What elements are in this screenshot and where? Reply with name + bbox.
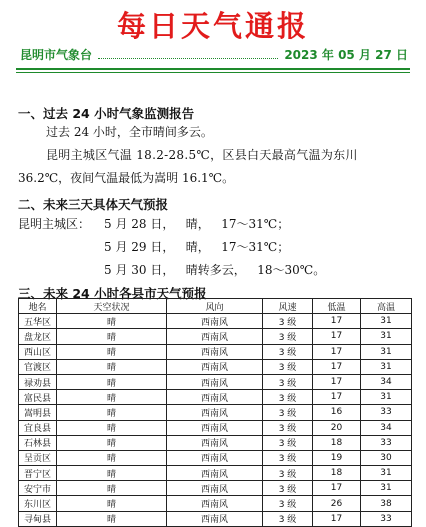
table-cell: 西南风 bbox=[167, 390, 263, 405]
table-cell: 17 bbox=[313, 481, 361, 496]
table-row bbox=[19, 374, 412, 389]
forecast-day-3: 5 月 30 日， 晴转多云， 18～30℃。 bbox=[104, 263, 326, 277]
table-cell: 33 bbox=[361, 405, 412, 420]
table-cell: 西南风 bbox=[167, 466, 263, 481]
table-cell: 3 级 bbox=[263, 344, 313, 359]
table-cell: 晴 bbox=[57, 496, 167, 511]
table-row bbox=[19, 344, 412, 359]
table-row bbox=[19, 359, 412, 374]
table-cell: 西南风 bbox=[167, 481, 263, 496]
table-row bbox=[19, 329, 412, 344]
table-cell: 晴 bbox=[57, 405, 167, 420]
report-date: 2023 年 05 月 27 日 bbox=[284, 47, 408, 62]
section2-heading: 二、未来三天具体天气预报 bbox=[18, 197, 169, 212]
county-forecast-table bbox=[18, 298, 412, 527]
table-cell: 17 bbox=[313, 359, 361, 374]
table-cell: 五华区 bbox=[19, 314, 57, 329]
col-header: 风向 bbox=[167, 299, 263, 314]
table-cell: 晴 bbox=[57, 314, 167, 329]
table-cell: 禄劝县 bbox=[19, 374, 57, 389]
table-cell: 晴 bbox=[57, 329, 167, 344]
table-cell: 38 bbox=[361, 496, 412, 511]
table-cell: 17 bbox=[313, 314, 361, 329]
table-row bbox=[19, 420, 412, 435]
table-cell: 西南风 bbox=[167, 329, 263, 344]
table-cell: 晴 bbox=[57, 359, 167, 374]
table-cell: 31 bbox=[361, 466, 412, 481]
table-cell: 西南风 bbox=[167, 450, 263, 465]
table-cell: 34 bbox=[361, 374, 412, 389]
table-cell: 安宁市 bbox=[19, 481, 57, 496]
table-cell: 3 级 bbox=[263, 359, 313, 374]
table-cell: 西山区 bbox=[19, 344, 57, 359]
table-cell: 17 bbox=[313, 390, 361, 405]
table-cell: 西南风 bbox=[167, 511, 263, 526]
table-cell: 3 级 bbox=[263, 314, 313, 329]
table-cell: 33 bbox=[361, 511, 412, 526]
table-cell: 晴 bbox=[57, 435, 167, 450]
table-cell: 17 bbox=[313, 344, 361, 359]
table-cell: 西南风 bbox=[167, 359, 263, 374]
table-cell: 31 bbox=[361, 344, 412, 359]
table-cell: 西南风 bbox=[167, 435, 263, 450]
table-row bbox=[19, 435, 412, 450]
table-row bbox=[19, 466, 412, 481]
table-row bbox=[19, 390, 412, 405]
table-row bbox=[19, 481, 412, 496]
table-cell: 晴 bbox=[57, 511, 167, 526]
table-cell: 嵩明县 bbox=[19, 405, 57, 420]
table-cell: 石林县 bbox=[19, 435, 57, 450]
agency-name: 昆明市气象台 bbox=[20, 47, 93, 62]
table-cell: 3 级 bbox=[263, 420, 313, 435]
table-cell: 西南风 bbox=[167, 496, 263, 511]
section1-line2: 昆明主城区气温 18.2-28.5℃，区县白天最高气温为东川 bbox=[46, 148, 358, 162]
table-cell: 16 bbox=[313, 405, 361, 420]
report-subheader bbox=[20, 45, 408, 63]
table-row bbox=[19, 496, 412, 511]
table-cell: 富民县 bbox=[19, 390, 57, 405]
table-cell: 官渡区 bbox=[19, 359, 57, 374]
col-header: 地名 bbox=[19, 299, 57, 314]
section1-line3: 36.2℃，夜间气温最低为嵩明 16.1℃。 bbox=[18, 171, 235, 185]
col-header: 风速 bbox=[263, 299, 313, 314]
table-cell: 宜良县 bbox=[19, 420, 57, 435]
table-cell: 晴 bbox=[57, 344, 167, 359]
table-cell: 33 bbox=[361, 435, 412, 450]
table-cell: 3 级 bbox=[263, 435, 313, 450]
section1-heading: 一、过去 24 小时气象监测报告 bbox=[18, 106, 195, 121]
table-cell: 晴 bbox=[57, 481, 167, 496]
table-header-row bbox=[19, 299, 412, 314]
table-cell: 晴 bbox=[57, 390, 167, 405]
table-cell: 晴 bbox=[57, 450, 167, 465]
table-cell: 西南风 bbox=[167, 374, 263, 389]
table-cell: 17 bbox=[313, 374, 361, 389]
table-cell: 3 级 bbox=[263, 390, 313, 405]
header-rule-thin bbox=[16, 72, 410, 73]
table-cell: 31 bbox=[361, 481, 412, 496]
table-cell: 晴 bbox=[57, 420, 167, 435]
table-cell: 3 级 bbox=[263, 450, 313, 465]
table-cell: 30 bbox=[361, 450, 412, 465]
table-cell: 26 bbox=[313, 496, 361, 511]
table-cell: 西南风 bbox=[167, 314, 263, 329]
table-cell: 东川区 bbox=[19, 496, 57, 511]
table-row bbox=[19, 511, 412, 526]
table-row bbox=[19, 405, 412, 420]
table-cell: 晴 bbox=[57, 374, 167, 389]
dotted-leader bbox=[98, 50, 278, 59]
table-cell: 31 bbox=[361, 329, 412, 344]
table-cell: 31 bbox=[361, 359, 412, 374]
table-cell: 3 级 bbox=[263, 496, 313, 511]
table-cell: 西南风 bbox=[167, 420, 263, 435]
table-cell: 盘龙区 bbox=[19, 329, 57, 344]
table-cell: 31 bbox=[361, 390, 412, 405]
table-cell: 3 级 bbox=[263, 511, 313, 526]
table-cell: 3 级 bbox=[263, 374, 313, 389]
col-header: 低温 bbox=[313, 299, 361, 314]
report-title: 每日天气通报 bbox=[116, 9, 309, 43]
table-cell: 19 bbox=[313, 450, 361, 465]
table-cell: 18 bbox=[313, 466, 361, 481]
table-cell: 20 bbox=[313, 420, 361, 435]
table-cell: 3 级 bbox=[263, 405, 313, 420]
table-cell: 呈贡区 bbox=[19, 450, 57, 465]
table-cell: 3 级 bbox=[263, 329, 313, 344]
table-cell: 晋宁区 bbox=[19, 466, 57, 481]
table-cell: 西南风 bbox=[167, 405, 263, 420]
table-cell: 西南风 bbox=[167, 344, 263, 359]
table-cell: 18 bbox=[313, 435, 361, 450]
col-header: 高温 bbox=[361, 299, 412, 314]
table-cell: 31 bbox=[361, 314, 412, 329]
header-rule-thick bbox=[16, 68, 410, 70]
forecast-day-1: 5 月 28 日， 晴， 17～31℃； bbox=[104, 217, 290, 231]
table-cell: 寻甸县 bbox=[19, 511, 57, 526]
forecast-day-2: 5 月 29 日， 晴， 17～31℃； bbox=[104, 240, 290, 254]
table-cell: 3 级 bbox=[263, 481, 313, 496]
table-cell: 3 级 bbox=[263, 466, 313, 481]
table-cell: 17 bbox=[313, 511, 361, 526]
table-row bbox=[19, 450, 412, 465]
section1-line1: 过去 24 小时，全市晴间多云。 bbox=[46, 125, 213, 139]
table-row bbox=[19, 314, 412, 329]
section3-heading: 三、未来 24 小时各县市天气预报 bbox=[18, 286, 207, 301]
table-cell: 17 bbox=[313, 329, 361, 344]
table-cell: 34 bbox=[361, 420, 412, 435]
forecast-location: 昆明主城区： bbox=[18, 217, 91, 231]
col-header: 天空状况 bbox=[57, 299, 167, 314]
table-cell: 晴 bbox=[57, 466, 167, 481]
